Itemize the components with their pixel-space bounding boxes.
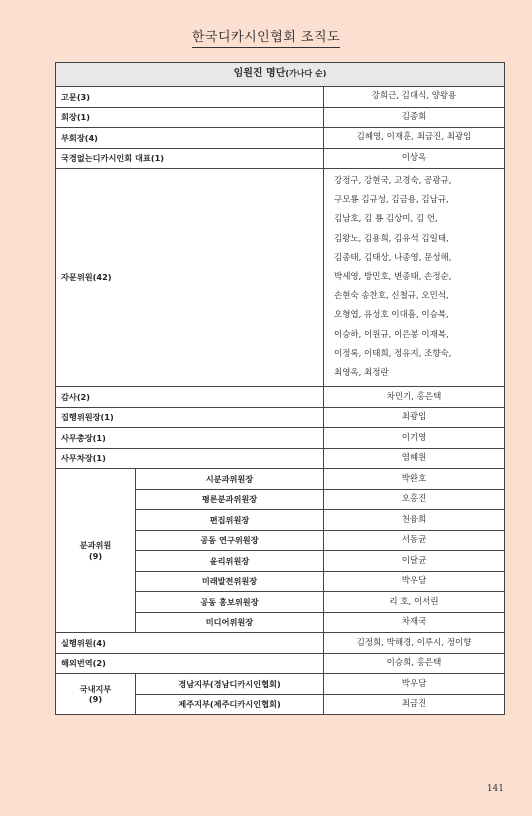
subcommittee-role: 평론분과위원장 [136, 489, 324, 510]
table-row [56, 674, 505, 695]
table-row [56, 87, 505, 108]
officers-table [55, 62, 505, 715]
row-value: 최광임 [324, 407, 505, 428]
advisors-row [56, 169, 505, 387]
subcommittee-role: 공동 홍보위원장 [136, 592, 324, 613]
subcommittee-role: 편집위원장 [136, 510, 324, 531]
branches-group-label [56, 674, 136, 715]
advisor-line: 이정록, 이태희, 정유지, 조향숙, [334, 348, 452, 359]
advisors-names [324, 169, 505, 387]
advisor-line: 박세영, 방민호, 변종태, 손정순, [334, 272, 452, 283]
subcommittee-role: 미디어위원장 [136, 612, 324, 633]
advisor-line: 이승하, 이원규, 이은봉 이재복, [334, 329, 449, 340]
branches-label: 국내지부 [79, 683, 112, 694]
row-label: 사무차장(1) [56, 448, 324, 469]
advisor-line: 손현숙 송찬호, 신철규, 오민석, [334, 291, 449, 302]
table-row [56, 407, 505, 428]
advisor-line: 구모룡 김규성, 김금용, 김남규, [334, 195, 449, 206]
table-row [56, 428, 505, 449]
table-header [56, 63, 505, 87]
branches-count: (9) [88, 694, 103, 705]
subcommittee-group-label [56, 469, 136, 633]
table-row [56, 653, 505, 674]
subcommittee-role: 시분과위원장 [136, 469, 324, 490]
subcommittee-name: 오홍진 [324, 489, 505, 510]
table-row [56, 469, 505, 490]
subcommittee-name: 박우담 [324, 571, 505, 592]
page-number: 141 [486, 784, 504, 794]
row-value: 김종회 [324, 107, 505, 128]
row-value: 이상옥 [324, 148, 505, 169]
subcommittee-role: 미래발전위원장 [136, 571, 324, 592]
row-value: 이기영 [324, 428, 505, 449]
row-value: 김혜영, 이재훈, 최금진, 최광임 [324, 128, 505, 149]
row-label: 해외번역(2) [56, 653, 324, 674]
row-value: 김정희, 박해경, 이루시, 정이향 [324, 633, 505, 654]
table-row [56, 387, 505, 408]
table-row [56, 633, 505, 654]
row-label: 회장(1) [56, 107, 324, 128]
table-row [56, 128, 505, 149]
advisor-line: 김왕노, 김용희, 김유석 김일태, [334, 233, 449, 244]
row-label: 부회장(4) [56, 128, 324, 149]
advisor-line: 최영옥, 최정란 [334, 368, 389, 379]
row-label: 집행위원장(1) [56, 407, 324, 428]
advisor-line: 김남호, 김 룡 김상미, 김 언, [334, 214, 438, 225]
row-label: 사무총장(1) [56, 428, 324, 449]
branch-role: 제주지부(제주디카시인협회) [136, 694, 324, 715]
subcommittee-name: 천융희 [324, 510, 505, 531]
header-main: 임원진 명단 [233, 68, 286, 80]
subcommittee-name: 이달균 [324, 551, 505, 572]
subcommittee-name: 차재국 [324, 612, 505, 633]
row-value: 차민기, 홍은택 [324, 387, 505, 408]
row-label: 감사(2) [56, 387, 324, 408]
subcommittee-label: 분과위원 [79, 540, 112, 551]
table-row [56, 107, 505, 128]
branch-name: 최금진 [324, 694, 505, 715]
subcommittee-role: 공동 연구위원장 [136, 530, 324, 551]
row-value: 염혜원 [324, 448, 505, 469]
advisor-line: 오형엽, 유성호 이대흠, 이승복, [334, 310, 449, 321]
table-row [56, 448, 505, 469]
subcommittee-name: 서동균 [324, 530, 505, 551]
subcommittee-role: 윤리위원장 [136, 551, 324, 572]
subcommittee-count: (9) [88, 550, 103, 561]
document-title-text: 한국디카시인협회 조직도 [192, 30, 340, 48]
row-value: 이승희, 홍은택 [324, 653, 505, 674]
table-header-row [56, 63, 505, 87]
advisor-line: 김종태, 김태상, 나종영, 문성해, [334, 252, 452, 263]
row-label: 실행위원(4) [56, 633, 324, 654]
row-value: 강희근, 김대식, 양왕용 [324, 87, 505, 108]
table-row [56, 148, 505, 169]
subcommittee-name: 박완호 [324, 469, 505, 490]
advisor-line: 강정구, 강현국, 고경숙, 공광규, [334, 176, 452, 186]
header-sub: (가나다 순) [285, 69, 327, 79]
advisors-label: 자문위원(42) [56, 169, 324, 387]
subcommittee-name: 리 호, 이서린 [324, 592, 505, 613]
document-title [0, 26, 532, 45]
branch-role: 경남지부(경남디카시인협회) [136, 674, 324, 695]
row-label: 고문(3) [56, 87, 324, 108]
branch-name: 박우담 [324, 674, 505, 695]
row-label: 국경없는디카시인회 대표(1) [56, 148, 324, 169]
